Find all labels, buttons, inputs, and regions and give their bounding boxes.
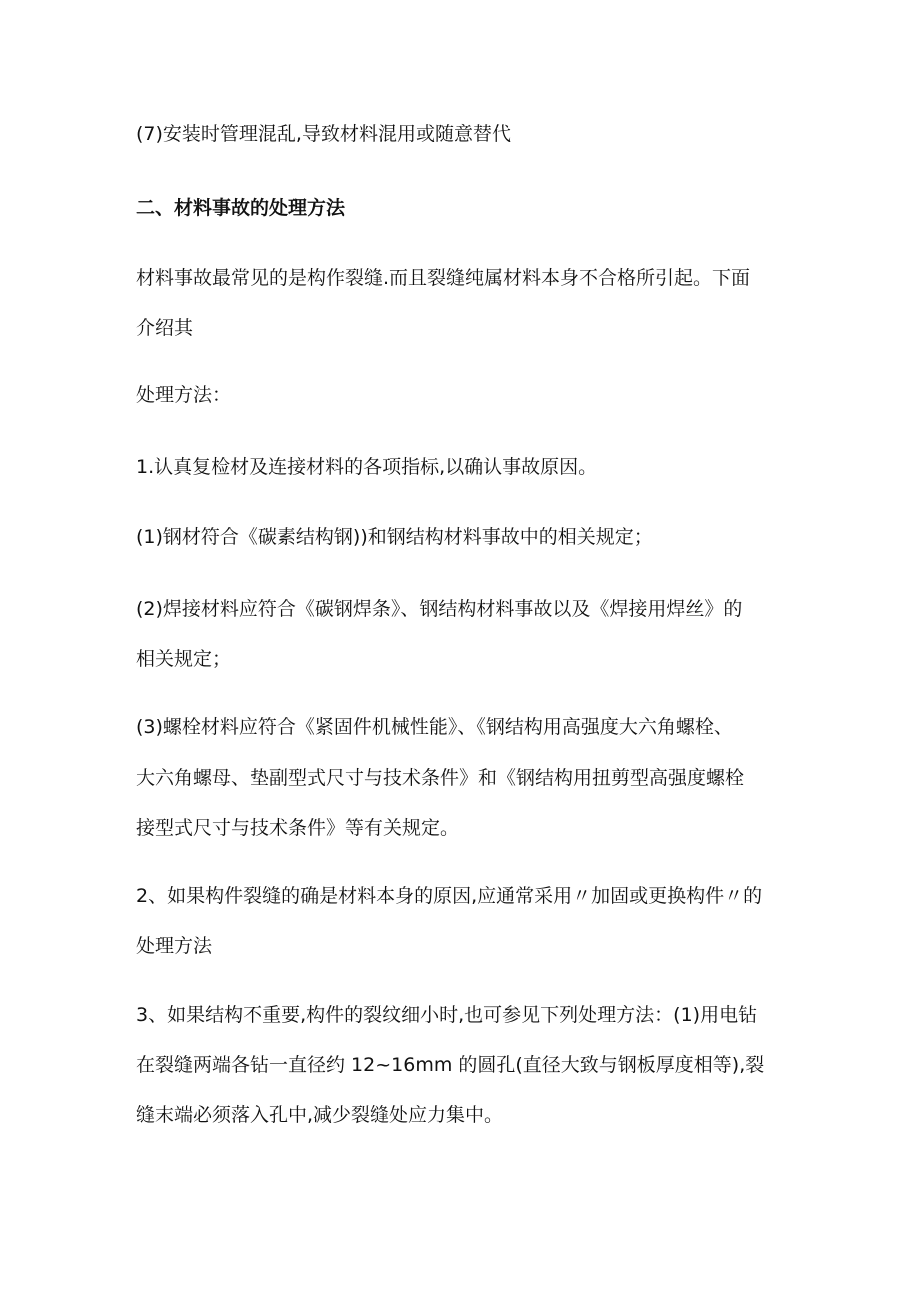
paragraph-line: 材料事故最常见的是构作裂缝.而且裂缝纯属材料本身不合格所引起。下面 xyxy=(136,267,751,289)
list-item: (1)钢材符合《碳素结构钢))和钢结构材料事故中的相关规定； xyxy=(136,526,653,548)
list-item: (3)螺栓材料应符合《紧固件机械性能》、《钢结构用高强度大六角螺栓、 xyxy=(136,716,733,738)
list-item-continuation: 相关规定； xyxy=(136,648,232,670)
list-item: 2、如果构件裂缝的确是材料本身的原因,应通常采用〃加固或更换构件〃的 xyxy=(136,885,763,907)
list-item-continuation: 处理方法 xyxy=(136,935,213,957)
list-item-7: (7)安装时管理混乱,导致材料混用或随意替代 xyxy=(136,123,511,145)
list-item-continuation: 接型式尺寸与技术条件》等有关规定。 xyxy=(136,817,460,839)
section-heading: 二、材料事故的处理方法 xyxy=(136,197,346,219)
paragraph-line: 处理方法： xyxy=(136,384,232,406)
list-item-continuation: 缝末端必须落入孔中,减少裂缝处应力集中。 xyxy=(136,1104,504,1126)
list-item: 3、如果结构不重要,构件的裂纹细小时,也可参见下列处理方法：(1)用电钻 xyxy=(136,1004,758,1026)
list-item-continuation: 大六角螺母、垫副型式尺寸与技术条件》和《钢结构用扭剪型高强度螺栓 xyxy=(136,767,745,789)
list-item-continuation: 在裂缝两端各钻一直径约 12~16mm 的圆孔(直径大致与钢板厚度相等),裂 xyxy=(136,1054,765,1076)
list-item: 1.认真复检材及连接材料的各项指标,以确认事故原因。 xyxy=(136,456,598,478)
paragraph-line: 介绍其 xyxy=(136,317,194,339)
list-item: (2)焊接材料应符合《碳钢焊条》、钢结构材料事故以及《焊接用焊丝》的 xyxy=(136,598,743,620)
